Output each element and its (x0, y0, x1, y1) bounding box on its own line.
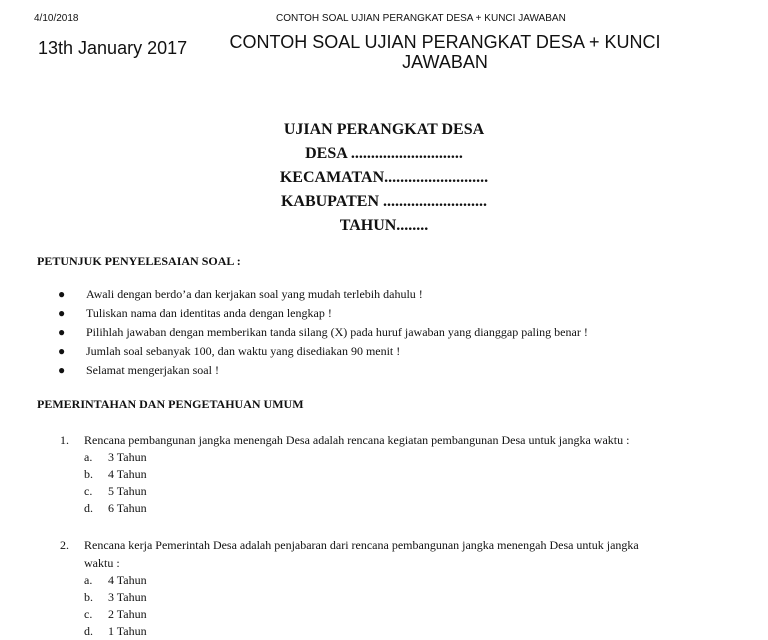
post-title (210, 32, 680, 72)
answer-options (60, 449, 740, 517)
print-header-title: CONTOH SOAL UJIAN PERANGKAT DESA + KUNCI JAWABAN (276, 13, 566, 24)
exam-desa-line: DESA ............................ (305, 145, 463, 162)
answer-option: d. 1 Tahun (84, 624, 147, 638)
exam-header (0, 118, 768, 238)
list-item: ● Tuliskan nama dan identitas anda dengan lengkap ! (58, 304, 588, 323)
question-text-continued: waktu : (84, 556, 120, 570)
answer-option: b. 4 Tahun (84, 467, 147, 481)
exam-kabupaten-line: KABUPATEN .......................... (280, 193, 488, 210)
bullet-icon: ● (58, 344, 66, 358)
instructions-title: PETUNJUK PENYELESAIAN SOAL : (37, 254, 241, 268)
list-item: ● Selamat mengerjakan soal ! (58, 361, 588, 380)
bullet-icon: ● (58, 306, 66, 320)
exam-kecamatan-line: KECAMATAN.......................... (279, 169, 489, 186)
post-title-line1: CONTOH SOAL UJIAN PERANGKAT DESA + KUNCI (229, 32, 661, 52)
list-item: ● Pilihlah jawaban dengan memberikan tanda silang (X) pada huruf jawaban yang dianggap paling benar ! (58, 323, 588, 342)
question-1 (60, 431, 740, 517)
list-item: ● Jumlah soal sebanyak 100, dan waktu yang disediakan 90 menit ! (58, 342, 588, 361)
question-text: Rencana pembangunan jangka menengah Desa adalah rencana kegiatan pembangunan Desa untuk jangka waktu : (84, 433, 630, 447)
answer-option: a. 3 Tahun (84, 450, 147, 464)
bullet-icon: ● (58, 363, 66, 377)
answer-option: b. 3 Tahun (84, 590, 147, 604)
bullet-icon: ● (58, 287, 66, 301)
answer-option: a. 4 Tahun (84, 573, 147, 587)
answer-option: c. 2 Tahun (84, 607, 147, 621)
post-title-line2: JAWABAN (402, 52, 488, 72)
bullet-icon: ● (58, 325, 66, 339)
question-2 (60, 536, 740, 640)
post-date: 13th January 2017 (38, 38, 188, 58)
question-number: 2. (60, 538, 69, 552)
print-header-date: 4/10/2018 (34, 13, 79, 24)
list-item: ● Awali dengan berdo’a dan kerjakan soal yang mudah terlebih dahulu ! (58, 285, 588, 304)
answer-option: c. 5 Tahun (84, 484, 147, 498)
question-text: Rencana kerja Pemerintah Desa adalah penjabaran dari rencana pembangunan jangka menengah Desa untuk jangka (84, 538, 639, 552)
section-title: PEMERINTAHAN DAN PENGETAHUAN UMUM (37, 397, 304, 411)
question-number: 1. (60, 433, 69, 447)
exam-title: UJIAN PERANGKAT DESA (283, 121, 485, 138)
exam-tahun-line: TAHUN........ (339, 217, 429, 234)
answer-option: d. 6 Tahun (84, 501, 147, 515)
instructions-list (58, 285, 588, 380)
